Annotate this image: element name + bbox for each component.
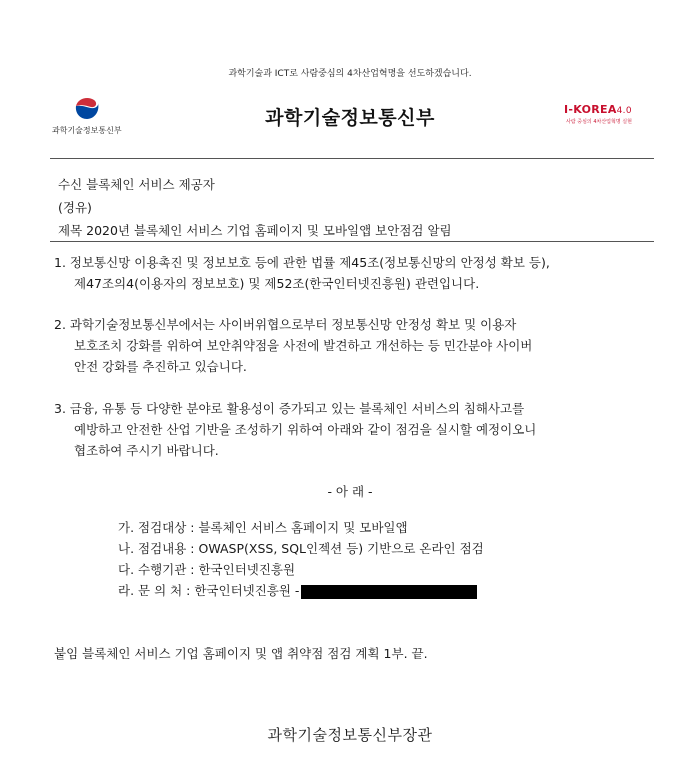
notice-item-text: 라. 문 의 처 : 한국인터넷진흥원 - (118, 583, 300, 598)
redaction-bar (301, 585, 477, 599)
paragraph-line: 예방하고 안전한 산업 기반을 조성하기 위하여 아래와 같이 점검을 실시할 예정이오니 (74, 422, 537, 437)
notice-item-contact (118, 580, 484, 601)
paragraph-line: 협조하여 주시기 바랍니다. (74, 443, 219, 458)
header-divider (50, 158, 654, 159)
ikorea-logo-subtitle: 사람 중심의 4차산업혁명 실현 (566, 119, 632, 125)
recipient-line: 수신 블록체인 서비스 제공자 (58, 177, 215, 192)
ikorea-logo (564, 103, 632, 116)
paragraph-2 (54, 314, 532, 377)
paragraph-line: 2. 과학기술정보통신부에서는 사이버위협으로부터 정보통신망 안정성 확보 및 이용자 (54, 317, 517, 332)
notice-list (118, 517, 484, 601)
ministry-logo-text: 과학기술정보통신부 (52, 126, 122, 135)
paragraph-3 (54, 398, 536, 461)
subject-divider (50, 241, 654, 242)
notice-item: 가. 점검대상 : 블록체인 서비스 홈페이지 및 모바일앱 (118, 520, 408, 535)
paragraph-line: 안전 강화를 추진하고 있습니다. (74, 359, 247, 374)
subject-line: 제목 2020년 블록체인 서비스 기업 홈페이지 및 모바일앱 보안점검 알림 (58, 223, 452, 238)
paragraph-line: 3. 금융, 유통 등 다양한 분야로 활용성이 증가되고 있는 블록체인 서비스의 침해사고를 (54, 401, 525, 416)
paragraph-line: 제47조의4(이용자의 정보보호) 및 제52조(한국인터넷진흥원) 관련입니다. (74, 276, 480, 291)
ikorea-logo-version: 4.0 (616, 106, 632, 116)
notice-item: 다. 수행기관 : 한국인터넷진흥원 (118, 562, 296, 577)
via-line: (경유) (58, 200, 92, 215)
paragraph-line: 보호조치 강화를 위하여 보안취약점을 사전에 발견하고 개선하는 등 민간분야 사이버 (74, 338, 533, 353)
slogan: 과학기술과 ICT로 사람중심의 4차산업혁명을 선도하겠습니다. (228, 69, 472, 79)
attachment-line: 붙임 블록체인 서비스 기업 홈페이지 및 앱 취약점 점검 계획 1부. 끝. (54, 646, 428, 661)
paragraph-line: 1. 정보통신망 이용촉진 및 정보보호 등에 관한 법률 제45조(정보통신망의 안정성 확보 등), (54, 255, 550, 270)
minister-signature: 과학기술정보통신부장관 (267, 726, 433, 744)
notice-title: - 아 래 - (327, 484, 373, 499)
notice-item: 나. 점검내용 : OWASP(XSS, SQL인젝션 등) 기반으로 온라인 점검 (118, 541, 484, 556)
ikorea-logo-main: I-KOREA (564, 103, 617, 116)
paragraph-1 (54, 252, 550, 294)
ministry-title: 과학기술정보통신부 (265, 107, 435, 129)
